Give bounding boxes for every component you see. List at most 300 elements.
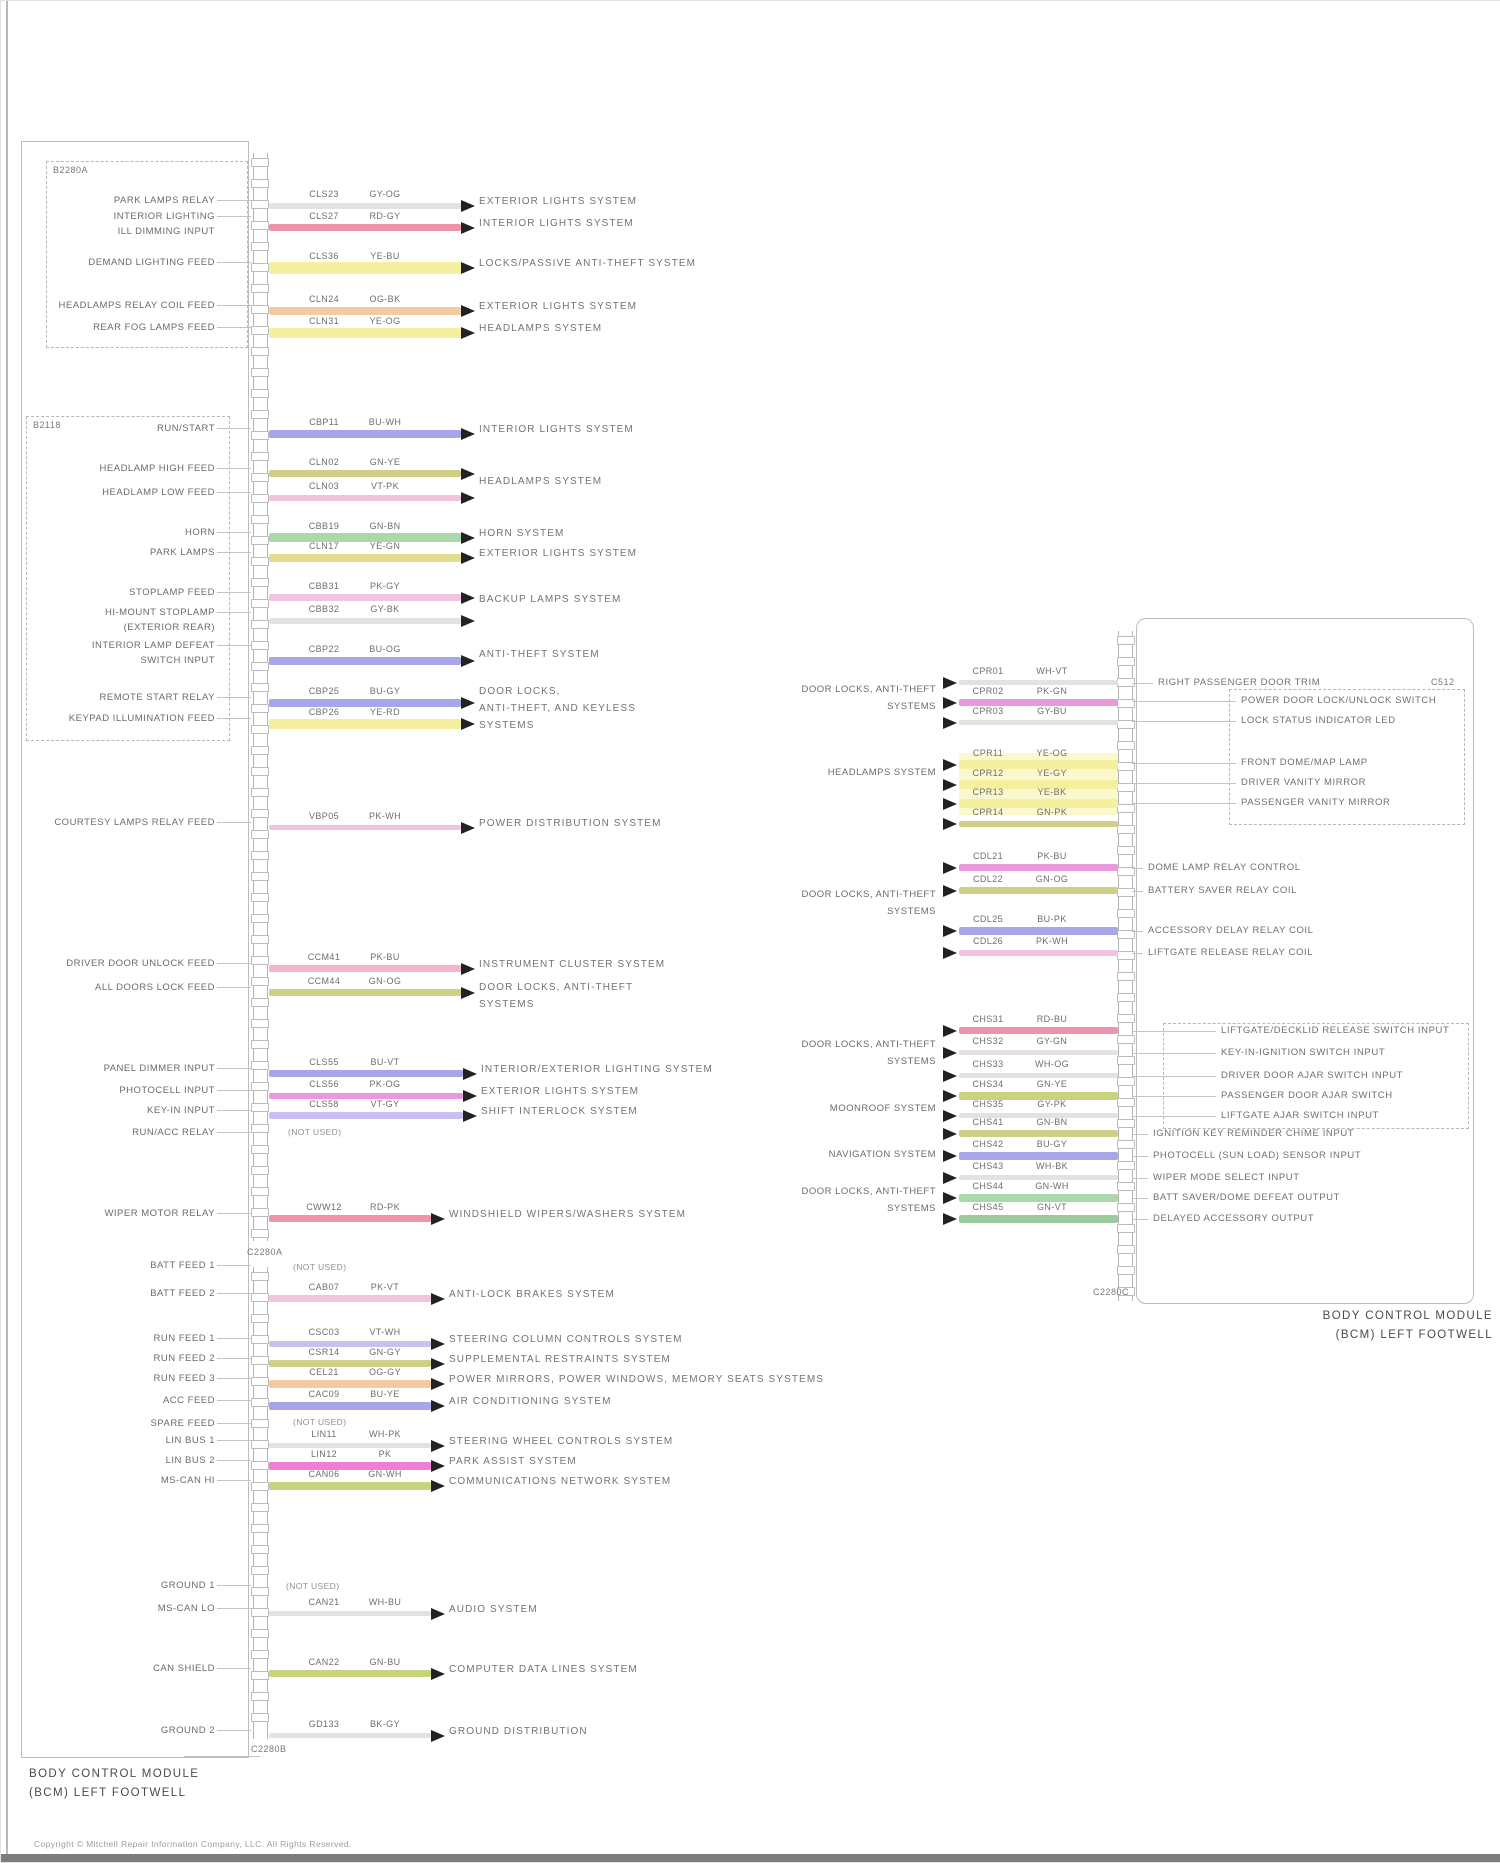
- pin-leader-line: [217, 612, 251, 613]
- leader-line: [1132, 721, 1236, 722]
- label-line: INTERIOR LIGHTING: [113, 211, 215, 222]
- leader-line: [1132, 931, 1143, 932]
- label-line: REAR FOG LAMPS FEED: [93, 322, 215, 333]
- label-line: DOOR LOCKS, ANTI-THEFT: [801, 684, 936, 695]
- wire: [269, 470, 461, 477]
- wire-color-label: GN-WH: [368, 1469, 402, 1479]
- pin-tick: [1117, 657, 1135, 666]
- label-line: GROUND 1: [160, 1580, 215, 1591]
- wire-circuit-label: CHS42: [972, 1139, 1004, 1149]
- left-module-name: [29, 1765, 199, 1803]
- system-arrow-icon: [431, 1378, 445, 1390]
- wire-circuit-label: LIN11: [311, 1429, 337, 1439]
- pin-function-label: [25, 1433, 215, 1448]
- system-arrow-icon: [461, 552, 475, 564]
- wire-circuit-label: CSR14: [308, 1347, 340, 1357]
- pin-tick: [251, 1166, 269, 1175]
- system-arrow-icon: [943, 885, 957, 897]
- pin-tick: [251, 1145, 269, 1154]
- pin-tick: [1117, 783, 1135, 792]
- label-line: SYSTEMS: [887, 1056, 936, 1067]
- wire: [959, 1194, 1118, 1202]
- system-destination-label: [449, 1473, 671, 1490]
- wire-circuit-label: CPR13: [972, 787, 1004, 797]
- pin-function-label: [25, 485, 215, 500]
- not-used-caption: (NOT USED): [288, 1127, 342, 1137]
- wire: [269, 657, 461, 665]
- system-destination-label: [479, 545, 637, 562]
- system-source-label: [761, 764, 936, 781]
- wire-color-label: PK-OG: [369, 1079, 401, 1089]
- pin-function-label: [25, 638, 215, 668]
- wire-color-label: YE-OG: [369, 316, 401, 326]
- pin-leader-line: [217, 1400, 251, 1401]
- pin-tick: [1117, 1077, 1135, 1086]
- system-destination-label: [449, 1331, 683, 1348]
- label-line: STEERING COLUMN CONTROLS SYSTEM: [449, 1334, 683, 1345]
- leader-line: [1132, 1096, 1216, 1097]
- system-arrow-icon: [461, 428, 475, 440]
- wire-color-label: GN-OG: [368, 976, 402, 986]
- internal-node-label: ACCESSORY DELAY RELAY COIL: [1148, 925, 1314, 936]
- wire: [269, 430, 461, 438]
- system-arrow-icon: [943, 677, 957, 689]
- wire-circuit-label: CLS27: [309, 211, 339, 221]
- pin-tick: [251, 1671, 269, 1680]
- wire-color-label: WH-PK: [369, 1429, 401, 1439]
- label-line: SUPPLEMENTAL RESTRAINTS SYSTEM: [449, 1354, 671, 1365]
- pin-leader-line: [217, 718, 251, 719]
- pin-tick: [251, 1713, 269, 1722]
- wire-color-label: YE-BU: [370, 251, 400, 261]
- pin-tick: [251, 1398, 269, 1407]
- system-source-label: [761, 886, 936, 920]
- wire-color-label: GY-PK: [1037, 1099, 1067, 1109]
- system-destination-label: [449, 1351, 671, 1368]
- internal-node-label: LIFTGATE RELEASE RELAY COIL: [1148, 947, 1314, 958]
- label-line: HI-MOUNT STOPLAMP: [104, 607, 215, 618]
- system-destination-label: [449, 1601, 538, 1618]
- label-line: POWER MIRRORS, POWER WINDOWS, MEMORY SEATS SYSTEMS: [449, 1374, 825, 1385]
- pin-function-label: [25, 320, 215, 335]
- wire-color-label: RD-BU: [1036, 1014, 1068, 1024]
- pin-tick: [251, 305, 269, 314]
- pin-leader-line: [217, 1730, 251, 1731]
- leader-line: [1132, 803, 1236, 804]
- wire: [269, 825, 461, 830]
- pin-tick: [251, 788, 269, 797]
- system-arrow-icon: [943, 1070, 957, 1082]
- wire-color-label: RD-PK: [369, 1202, 400, 1212]
- pin-leader-line: [217, 1265, 251, 1266]
- leader-line: [1132, 1219, 1148, 1220]
- inner-box-id-label: B2118: [33, 420, 61, 430]
- pin-leader-line: [217, 1110, 251, 1111]
- pin-function-label: [25, 1601, 215, 1616]
- leader-line: [1132, 1053, 1216, 1054]
- system-destination-label: [479, 956, 665, 973]
- label-line: RUN FEED 3: [153, 1373, 215, 1384]
- wire: [269, 1611, 431, 1616]
- label-line: AIR CONDITIONING SYSTEM: [449, 1396, 612, 1407]
- module-box-bottom-link: [184, 1756, 260, 1757]
- label-line: SYSTEMS: [887, 701, 936, 712]
- page-scan-edge: [6, 1, 8, 1862]
- wire-circuit-label: CPR01: [972, 666, 1004, 676]
- system-destination-label: [481, 1083, 639, 1100]
- label-line: INTERIOR LIGHTS SYSTEM: [479, 218, 634, 229]
- wire: [959, 680, 1118, 685]
- pin-leader-line: [217, 1090, 251, 1091]
- wire-color-label: PK-GN: [1036, 686, 1068, 696]
- label-line: WIPER MOTOR RELAY: [104, 1208, 215, 1219]
- pin-function-label: [25, 1371, 215, 1386]
- label-line: INSTRUMENT CLUSTER SYSTEM: [479, 959, 666, 970]
- wire: [269, 328, 461, 338]
- pin-tick: [251, 179, 269, 188]
- pin-tick: [251, 851, 269, 860]
- pin-leader-line: [217, 305, 251, 306]
- wire-circuit-label: CHS45: [972, 1202, 1004, 1212]
- wire-color-label: BU-WH: [368, 417, 402, 427]
- label-line: PARK LAMPS: [149, 547, 215, 558]
- pin-tick: [251, 1545, 269, 1554]
- internal-node-label: POWER DOOR LOCK/UNLOCK SWITCH: [1241, 695, 1437, 706]
- label-line: INTERIOR/EXTERIOR LIGHTING SYSTEM: [481, 1064, 713, 1075]
- internal-node-label: PASSENGER VANITY MIRROR: [1241, 797, 1391, 808]
- wire: [959, 1027, 1118, 1034]
- system-arrow-icon: [461, 262, 475, 274]
- wire-circuit-label: CLS23: [309, 189, 339, 199]
- pin-function-label: [25, 1331, 215, 1346]
- pin-tick: [251, 1272, 269, 1281]
- system-destination-label: [449, 1206, 686, 1223]
- pin-function-label: [25, 1083, 215, 1098]
- pin-tick: [251, 1229, 269, 1238]
- wire: [959, 950, 1118, 956]
- wire-circuit-label: CLS56: [309, 1079, 339, 1089]
- connector-rail-line: [267, 153, 268, 1241]
- label-line: HEADLAMP HIGH FEED: [99, 463, 215, 474]
- wire-circuit-label: CAN22: [308, 1657, 340, 1667]
- pin-tick: [251, 1293, 269, 1302]
- pin-function-label: [25, 461, 215, 476]
- internal-node-label: DRIVER VANITY MIRROR: [1241, 777, 1367, 788]
- wire: [269, 1112, 463, 1119]
- wire-color-label: BU-PK: [1037, 914, 1067, 924]
- pin-tick: [251, 200, 269, 209]
- system-arrow-icon: [943, 759, 957, 771]
- wire-circuit-label: CSC03: [308, 1327, 340, 1337]
- wire-color-label: WH-VT: [1036, 666, 1068, 676]
- wire-circuit-label: CHS34: [972, 1079, 1004, 1089]
- wire-circuit-label: CDL25: [972, 914, 1003, 924]
- wire-circuit-label: LIN12: [310, 1449, 338, 1459]
- leader-line: [1132, 891, 1143, 892]
- leader-line: [1132, 1156, 1148, 1157]
- wire: [959, 1130, 1118, 1137]
- wire-color-label: GN-OG: [1035, 874, 1069, 884]
- system-arrow-icon: [461, 200, 475, 212]
- label-line: LIN BUS 2: [165, 1455, 215, 1466]
- wire-color-label: GN-WH: [1035, 1181, 1069, 1191]
- pin-tick: [251, 284, 269, 293]
- pin-tick: [1117, 1035, 1135, 1044]
- wire-color-label: BU-GY: [369, 686, 401, 696]
- pin-function-label: [25, 421, 215, 436]
- pin-tick: [251, 1482, 269, 1491]
- system-arrow-icon: [431, 1358, 445, 1370]
- internal-node-label: IGNITION KEY REMINDER CHIME INPUT: [1153, 1128, 1355, 1139]
- wire-circuit-label: CAB07: [308, 1282, 340, 1292]
- internal-node-label: LIFTGATE AJAR SWITCH INPUT: [1221, 1110, 1379, 1121]
- wire-color-label: GN-BN: [1036, 1117, 1068, 1127]
- wire-circuit-label: CLN03: [308, 481, 339, 491]
- label-line: DOOR LOCKS, ANTI-THEFT: [801, 1039, 936, 1050]
- system-arrow-icon: [943, 779, 957, 791]
- pin-tick: [251, 767, 269, 776]
- pin-function-label: [25, 1103, 215, 1118]
- internal-node-label: DOME LAMP RELAY CONTROL: [1148, 862, 1301, 873]
- right-module-name: [1191, 1307, 1493, 1345]
- label-line: GROUND 2: [160, 1725, 215, 1736]
- system-arrow-icon: [461, 592, 475, 604]
- label-line: SWITCH INPUT: [140, 655, 215, 666]
- pin-tick: [1117, 909, 1135, 918]
- pin-function-label: [25, 1723, 215, 1738]
- system-arrow-icon: [943, 1213, 957, 1225]
- label-line: RUN FEED 2: [153, 1353, 215, 1364]
- wire-color-label: GN-YE: [1036, 1079, 1068, 1089]
- system-arrow-icon: [461, 615, 475, 627]
- wire-color-label: PK-BU: [370, 952, 400, 962]
- pin-function-label: [25, 298, 215, 313]
- wire-color-label: GN-YE: [369, 457, 401, 467]
- wire-color-label: RD-GY: [369, 211, 401, 221]
- pin-tick: [251, 809, 269, 818]
- label-line: HEADLAMP LOW FEED: [102, 487, 215, 498]
- pin-tick: [251, 1566, 269, 1575]
- pin-leader-line: [217, 1585, 251, 1586]
- system-destination-label: [479, 646, 600, 663]
- label-line: ANTI-LOCK BRAKES SYSTEM: [449, 1289, 615, 1300]
- wire: [959, 887, 1118, 894]
- pin-function-label: [25, 605, 215, 635]
- pin-function-label: [25, 1206, 215, 1221]
- system-destination-label: [449, 1453, 577, 1470]
- inner-box-id-label: B2280A: [53, 165, 89, 175]
- label-line: DOOR LOCKS, ANTI-THEFT: [801, 889, 936, 900]
- wire-color-label: WH-OG: [1035, 1059, 1069, 1069]
- wire: [959, 720, 1118, 725]
- pin-tick: [251, 1040, 269, 1049]
- system-arrow-icon: [461, 822, 475, 834]
- wire-circuit-label: CBB31: [308, 581, 340, 591]
- wire: [269, 618, 461, 624]
- pin-tick: [251, 515, 269, 524]
- label-line: COMMUNICATIONS NETWORK SYSTEM: [449, 1476, 672, 1487]
- label-line: ILL DIMMING INPUT: [117, 226, 215, 237]
- pin-leader-line: [217, 262, 251, 263]
- wire-color-label: GY-BK: [370, 604, 400, 614]
- wire-circuit-label: CBB19: [308, 521, 340, 531]
- connector-rail-line: [1118, 631, 1119, 1301]
- pin-tick: [251, 746, 269, 755]
- system-arrow-icon: [461, 655, 475, 667]
- label-line: HORN: [185, 527, 215, 538]
- pin-leader-line: [217, 822, 251, 823]
- leader-line: [1132, 701, 1236, 702]
- system-arrow-icon: [943, 1090, 957, 1102]
- wire: [269, 1670, 431, 1677]
- system-arrow-icon: [943, 1172, 957, 1184]
- system-arrow-icon: [943, 717, 957, 729]
- label-line: ALL DOORS LOCK FEED: [94, 982, 215, 993]
- wire-circuit-label: CDL21: [972, 851, 1003, 861]
- pin-function-label: [25, 1453, 215, 1468]
- pin-tick: [1117, 1182, 1135, 1191]
- pin-tick: [251, 830, 269, 839]
- pin-tick: [251, 1208, 269, 1217]
- system-destination-label: [479, 255, 696, 272]
- internal-node-label: WIPER MODE SELECT INPUT: [1153, 1172, 1300, 1183]
- pin-leader-line: [217, 1378, 251, 1379]
- system-arrow-icon: [431, 1480, 445, 1492]
- pin-tick: [251, 389, 269, 398]
- internal-node-label: DRIVER DOOR AJAR SWITCH INPUT: [1221, 1070, 1404, 1081]
- pin-tick: [251, 1461, 269, 1470]
- wire: [269, 554, 461, 562]
- pin-tick: [251, 872, 269, 881]
- pin-tick: [251, 1524, 269, 1533]
- pin-tick: [251, 1440, 269, 1449]
- wire-color-label: YE-OG: [1036, 748, 1068, 758]
- system-destination-label: [449, 1393, 612, 1410]
- wire-color-label: VT-WH: [369, 1327, 401, 1337]
- system-arrow-icon: [461, 697, 475, 709]
- pin-leader-line: [217, 697, 251, 698]
- label-line: RUN FEED 1: [153, 1333, 215, 1344]
- wire: [269, 224, 461, 231]
- pin-function-label: [25, 711, 215, 726]
- not-used-caption: (NOT USED): [293, 1417, 347, 1427]
- pin-tick: [251, 1377, 269, 1386]
- pin-tick: [251, 1103, 269, 1112]
- system-destination-label: [481, 1103, 638, 1120]
- wire: [959, 864, 1118, 871]
- system-arrow-icon: [463, 1110, 477, 1122]
- pin-leader-line: [217, 1338, 251, 1339]
- label-line: BACKUP LAMPS SYSTEM: [479, 594, 622, 605]
- pin-leader-line: [217, 1608, 251, 1609]
- pin-tick: [1117, 1098, 1135, 1107]
- system-source-label: [761, 1146, 936, 1163]
- wire: [269, 1360, 431, 1367]
- system-arrow-icon: [943, 1110, 957, 1122]
- wire-color-label: PK-GY: [369, 581, 400, 591]
- pin-tick: [251, 242, 269, 251]
- label-line: SYSTEMS: [887, 1203, 936, 1214]
- system-arrow-icon: [431, 1460, 445, 1472]
- wire-circuit-label: CAN06: [308, 1469, 340, 1479]
- pin-tick: [1117, 846, 1135, 855]
- pin-tick: [251, 1187, 269, 1196]
- system-arrow-icon: [943, 1150, 957, 1162]
- pin-tick: [251, 956, 269, 965]
- wire: [959, 699, 1118, 706]
- system-arrow-icon: [943, 947, 957, 959]
- wire: [269, 989, 461, 996]
- wire-color-label: PK-VT: [370, 1282, 400, 1292]
- pin-tick: [251, 368, 269, 377]
- wire-color-label: BU-OG: [369, 644, 401, 654]
- wire: [959, 821, 1118, 827]
- label-line: INTERIOR LAMP DEFEAT: [91, 640, 215, 651]
- pin-tick: [1117, 888, 1135, 897]
- wire-circuit-label: CLN31: [308, 316, 339, 326]
- wire: [269, 1295, 431, 1302]
- pin-function-label: [25, 1416, 215, 1431]
- pin-tick: [251, 893, 269, 902]
- pin-tick: [251, 1019, 269, 1028]
- wire: [269, 1482, 431, 1490]
- wire: [269, 965, 461, 972]
- pin-function-label: [25, 209, 215, 239]
- pin-function-label: [25, 815, 215, 830]
- leader-line: [1132, 953, 1143, 954]
- label-line: SYSTEMS: [887, 906, 936, 917]
- wire-color-label: GY-BU: [1037, 706, 1067, 716]
- wire-color-label: BU-GY: [1036, 1139, 1068, 1149]
- pin-tick: [251, 1082, 269, 1091]
- wire-circuit-label: CBP26: [308, 707, 340, 717]
- system-arrow-icon: [461, 327, 475, 339]
- wire-color-label: GN-BN: [369, 521, 401, 531]
- pin-leader-line: [217, 645, 251, 646]
- pin-tick: [251, 1335, 269, 1344]
- system-destination-label: [479, 525, 564, 542]
- system-arrow-icon: [943, 1047, 957, 1059]
- system-arrow-icon: [943, 818, 957, 830]
- system-arrow-icon: [461, 492, 475, 504]
- system-destination-label: [479, 591, 621, 608]
- leader-line: [1132, 868, 1143, 869]
- pin-tick: [1117, 825, 1135, 834]
- pin-tick: [251, 914, 269, 923]
- label-line: HEADLAMPS SYSTEM: [479, 323, 603, 334]
- system-destination-label: [479, 979, 633, 1013]
- wire-circuit-label: CHS41: [972, 1117, 1004, 1127]
- internal-node-label: LIFTGATE/DECKLID RELEASE SWITCH INPUT: [1221, 1025, 1450, 1036]
- module-name-line: BODY CONTROL MODULE: [29, 1768, 200, 1780]
- wire-color-label: GN-VT: [1037, 1202, 1067, 1212]
- label-line: EXTERIOR LIGHTS SYSTEM: [479, 301, 638, 312]
- label-line: STOPLAMP FEED: [129, 587, 215, 598]
- system-arrow-icon: [461, 718, 475, 730]
- label-line: PHOTOCELL INPUT: [119, 1085, 215, 1096]
- wire-circuit-label: CCM41: [307, 952, 341, 962]
- not-used-caption: (NOT USED): [293, 1262, 347, 1272]
- pin-tick: [251, 1608, 269, 1617]
- system-source-label: [761, 681, 936, 715]
- pin-function-label: [25, 1286, 215, 1301]
- wire-circuit-label: CHS44: [972, 1181, 1004, 1191]
- label-line: PARK ASSIST SYSTEM: [449, 1456, 577, 1467]
- pin-tick: [251, 221, 269, 230]
- wire-color-label: OG-BK: [369, 294, 401, 304]
- wire-circuit-label: CPR02: [972, 686, 1004, 696]
- leader-line: [1132, 763, 1236, 764]
